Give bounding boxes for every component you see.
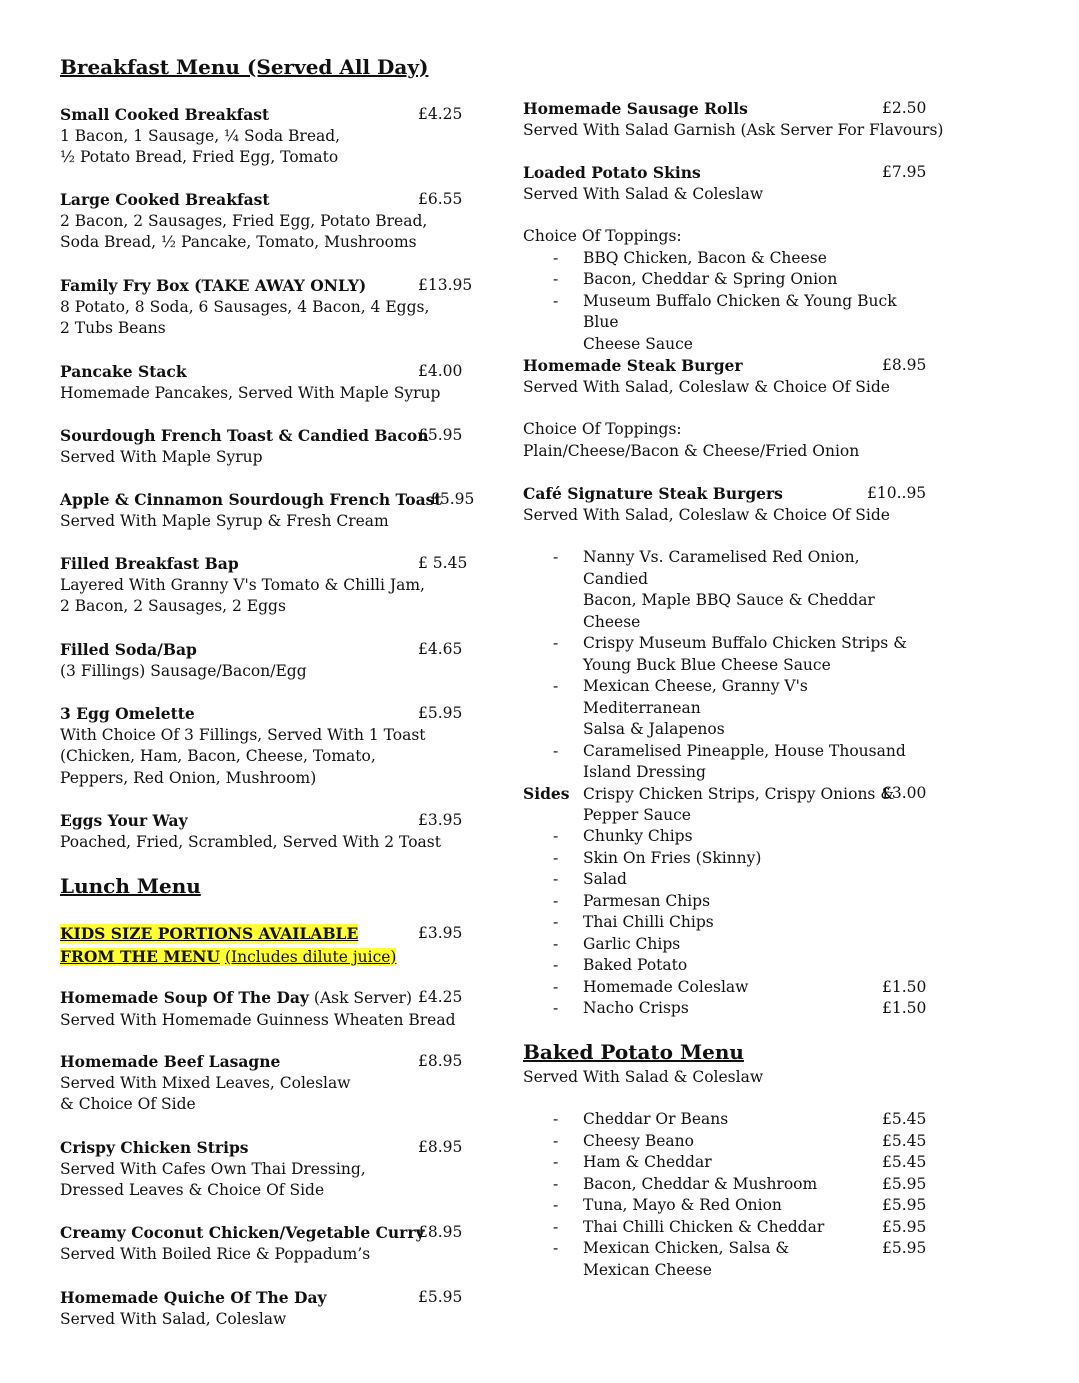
toppings-block [523, 226, 943, 355]
list-item-label: Garlic Chips [583, 934, 681, 953]
list-item-price: £5.95 [882, 1174, 927, 1193]
item-name: Homemade Steak Burger [523, 356, 743, 375]
item-price: £3.95 [418, 924, 463, 942]
list-item-label: Homemade Coleslaw [583, 977, 749, 996]
item-name: Homemade Quiche Of The Day [60, 1288, 327, 1307]
menu-item [60, 1051, 480, 1116]
item-name: Apple & Cinnamon Sourdough French Toast [60, 490, 442, 509]
item-price: £5.95 [418, 1288, 463, 1306]
menu-item [523, 783, 943, 805]
item-name: Crispy Chicken Strips [60, 1138, 249, 1157]
menu-item [60, 987, 480, 1031]
item-name: Pancake Stack [60, 362, 187, 381]
item-note: (Ask Server) [313, 989, 412, 1007]
list-item-label: Chunky Chips [583, 827, 693, 845]
item-desc: 2 Bacon, 2 Sausages, Fried Egg, Potato Bread, Soda Bread, ½ Pancake, Tomato, Mushrooms [60, 211, 428, 251]
list-item: - Crispy Museum Buffalo Chicken Strips & Young Buck Blue Cheese Sauce [523, 633, 928, 676]
menu-item [60, 553, 480, 618]
list-item-label: Thai Chilli Chips [583, 913, 714, 931]
list-item: - Nanny Vs. Caramelised Red Onion, Candied Bacon, Maple BBQ Sauce & Cheddar Cheese [523, 547, 928, 633]
item-desc: Layered With Granny V's Tomato & Chilli Jam, 2 Bacon, 2 Sausages, 2 Eggs [60, 575, 425, 615]
item-desc: Served With Homemade Guinness Wheaten Bread [60, 1010, 456, 1029]
list-item-price: £5.95 [882, 1239, 927, 1257]
item-name: Creamy Coconut Chicken/Vegetable Curry [60, 1223, 425, 1242]
item-desc: (3 Fillings) Sausage/Bacon/Egg [60, 661, 307, 680]
list-item-price: £5.95 [882, 1196, 927, 1214]
item-desc: 8 Potato, 8 Soda, 6 Sausages, 4 Bacon, 4 Eggs, 2 Tubs Beans [60, 297, 430, 337]
list-item-label: Ham & Cheddar [583, 1153, 712, 1171]
item-price: £4.25 [418, 988, 463, 1006]
baked-potato-desc-block [523, 1067, 943, 1089]
item-price: £8.95 [418, 1223, 463, 1241]
item-price: £5.95 [418, 704, 463, 722]
item-desc: Served With Cafes Own Thai Dressing, Dressed Leaves & Choice Of Side [60, 1159, 366, 1199]
list-item [523, 934, 928, 956]
menu-item [60, 639, 480, 682]
list-item-label: Baked Potato [583, 956, 688, 974]
item-price: £13.95 [418, 276, 473, 294]
menu-item [60, 425, 480, 468]
list-item-label: Cheddar Or Beans [583, 1110, 729, 1128]
baked-list-block [523, 1109, 943, 1281]
list-item-label: Bacon, Cheddar & Mushroom [583, 1174, 818, 1193]
item-name: 3 Egg Omelette [60, 704, 195, 723]
list-item [523, 826, 928, 848]
item-price: £10..95 [867, 484, 927, 502]
item-name: Sourdough French Toast & Candied Bacon [60, 426, 429, 445]
list-item [523, 1109, 928, 1131]
item-price: £7.95 [882, 163, 927, 181]
list-item [523, 1195, 928, 1217]
menu-item [523, 483, 943, 526]
item-desc: Served With Salad, Coleslaw & Choice Of Side [523, 505, 890, 524]
item-desc: Poached, Fried, Scrambled, Served With 2 Toast [60, 832, 441, 851]
item-name: Small Cooked Breakfast [60, 105, 270, 124]
item-price: £8.95 [418, 1052, 463, 1070]
list-item-label: Nacho Crisps [583, 999, 689, 1017]
list-item [523, 1174, 928, 1196]
baked-list [523, 1109, 943, 1281]
item-name: Family Fry Box (TAKE AWAY ONLY) [60, 276, 367, 295]
list-item-label: Parmesan Chips [583, 891, 711, 910]
list-item-price: £1.50 [882, 977, 927, 996]
list-item-price: £5.45 [882, 1131, 927, 1150]
list-item-label: Mexican Chicken, Salsa & Mexican Cheese [583, 1239, 790, 1279]
item-desc: Homemade Pancakes, Served With Maple Syrup [60, 383, 441, 402]
menu-item [60, 361, 480, 404]
item-name: Café Signature Steak Burgers [523, 484, 783, 503]
item-desc: Served With Maple Syrup & Fresh Cream [60, 511, 389, 530]
list-item [523, 891, 928, 913]
item-desc: With Choice Of 3 Fillings, Served With 1 Toast (Chicken, Ham, Bacon, Cheese, Tomato, Peppers, Red Onion, Mushroom) [60, 725, 426, 787]
menu-item [60, 1137, 480, 1202]
item-name: Homemade Beef Lasagne [60, 1052, 281, 1071]
item-name: Sides [523, 784, 570, 803]
item-name: Large Cooked Breakfast [60, 190, 270, 209]
sides-list-block [523, 826, 943, 1020]
item-desc: Served With Mixed Leaves, Coleslaw & Choice Of Side [60, 1073, 351, 1113]
item-desc: 1 Bacon, 1 Sausage, ¼ Soda Bread, ½ Potato Bread, Fried Egg, Tomato [60, 126, 341, 166]
item-desc: Served With Maple Syrup [60, 447, 263, 466]
list-item [523, 848, 928, 870]
list-item-price: £5.45 [882, 1153, 927, 1171]
item-name: Eggs Your Way [60, 811, 188, 830]
item-desc: Served With Salad & Coleslaw [523, 1068, 764, 1086]
list-item: - Museum Buffalo Chicken & Young Buck Blue Cheese Sauce [523, 291, 928, 356]
item-name: Filled Breakfast Bap [60, 554, 239, 573]
item-name: Loaded Potato Skins [523, 163, 701, 182]
list-item-label: Salad [583, 870, 627, 888]
sides-list [523, 826, 943, 1020]
toppings-list [523, 248, 943, 356]
kids-line-2: FROM THE MENU [60, 946, 220, 966]
list-item: - Bacon, Cheddar & Spring Onion [523, 269, 928, 291]
item-price: £5.95 [418, 426, 463, 444]
list-item-label: Tuna, Mayo & Red Onion [583, 1196, 782, 1214]
item-desc: Served With Salad Garnish (Ask Server For Flavours) [523, 120, 944, 139]
item-price: £ 5.45 [418, 554, 468, 572]
item-price: £4.00 [418, 362, 463, 380]
toppings-label: Choice Of Toppings: [523, 420, 682, 438]
list-item-label: Cheesy Beano [583, 1131, 694, 1150]
item-price: £4.25 [418, 105, 463, 123]
menu-item [60, 703, 480, 789]
item-name: Homemade Soup Of The Day [60, 988, 309, 1007]
menu-item [60, 104, 480, 169]
item-desc: Served With Salad, Coleslaw & Choice Of Side [523, 377, 890, 396]
menu-item [523, 98, 943, 141]
item-price: £5.95 [430, 490, 475, 508]
list-item-price: £1.50 [882, 999, 927, 1017]
menu-item [60, 1222, 480, 1265]
menu-item [60, 810, 480, 853]
list-item-price: £5.45 [882, 1110, 927, 1128]
breakfast-title: Breakfast Menu (Served All Day) [60, 55, 429, 79]
item-price: £6.55 [418, 190, 463, 208]
item-desc: Served With Salad, Coleslaw [60, 1309, 287, 1328]
list-item: - Crispy Chicken Strips, Crispy Onions & Pepper Sauce [523, 784, 928, 827]
menu-item [523, 355, 943, 398]
list-item [523, 998, 928, 1020]
item-price: £8.95 [882, 356, 927, 374]
item-name: Filled Soda/Bap [60, 640, 197, 659]
list-item-price: £5.95 [882, 1217, 927, 1236]
list-item [523, 1131, 928, 1153]
toppings-text: Plain/Cheese/Bacon & Cheese/Fried Onion [523, 441, 860, 460]
list-item-label: Skin On Fries (Skinny) [583, 848, 762, 867]
kids-note: (Includes dilute juice) [224, 947, 397, 966]
list-item [523, 1217, 928, 1239]
kids-notice [60, 923, 480, 968]
list-item-label: Thai Chilli Chicken & Cheddar [583, 1217, 825, 1236]
list-item [523, 1238, 928, 1281]
baked-potato-title: Baked Potato Menu [523, 1040, 744, 1064]
item-price: £2.50 [882, 99, 927, 117]
item-price: £4.65 [418, 640, 463, 658]
menu-item [60, 275, 480, 340]
kids-line-1: KIDS SIZE PORTIONS AVAILABLE [60, 924, 359, 943]
item-desc: Served With Salad & Coleslaw [523, 184, 764, 203]
lunch-title: Lunch Menu [60, 874, 201, 898]
list-item: - Mexican Cheese, Granny V's Mediterranean Salsa & Jalapenos [523, 676, 928, 741]
item-price: £8.95 [418, 1138, 463, 1156]
list-item [523, 955, 928, 977]
menu-item [523, 162, 943, 205]
toppings-label: Choice Of Toppings: [523, 227, 682, 245]
menu-item [60, 1287, 480, 1330]
item-name: Homemade Sausage Rolls [523, 99, 748, 118]
list-item [523, 1152, 928, 1174]
list-item [523, 977, 928, 999]
list-item [523, 912, 928, 934]
toppings-block [523, 419, 943, 462]
menu-item [60, 189, 480, 254]
item-desc: Served With Boiled Rice & Poppadum’s [60, 1244, 371, 1263]
item-price: £3.95 [418, 811, 463, 829]
list-item: - BBQ Chicken, Bacon & Cheese [523, 248, 928, 270]
list-item [523, 869, 928, 891]
menu-item [60, 489, 480, 532]
list-item: - Caramelised Pineapple, House Thousand Island Dressing [523, 741, 928, 784]
item-price: £3.00 [882, 784, 927, 802]
